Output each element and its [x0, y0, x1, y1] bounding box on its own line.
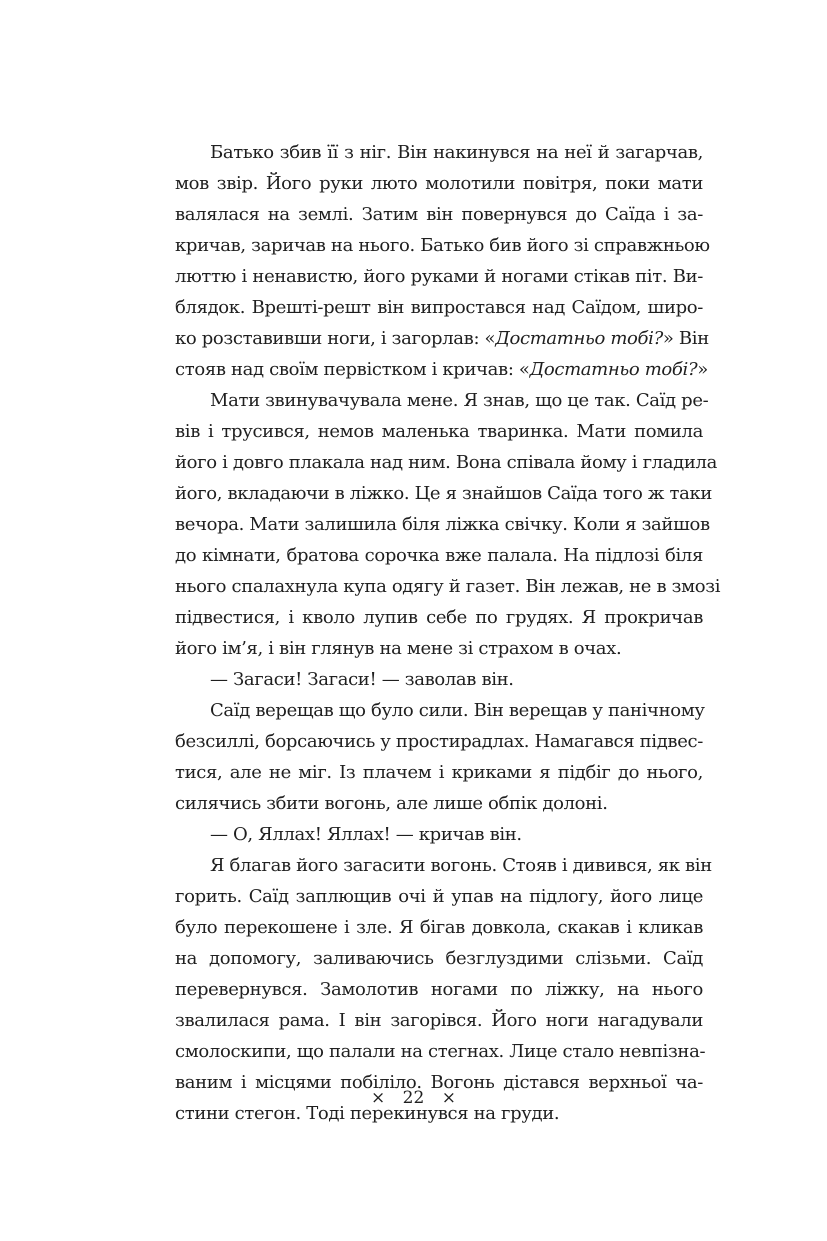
- body-text: [175, 137, 721, 1129]
- ornament-left-icon: ×: [371, 1088, 386, 1108]
- page-footer: [0, 1088, 827, 1108]
- text-line: звалилася рама. І він загорівся. Його ноги нагадували: [175, 1010, 703, 1031]
- text-segment: »: [697, 359, 708, 380]
- text-line: стини стегон. Тоді перекинувся на груди.: [175, 1103, 560, 1124]
- text-line: вів і трусився, немов маленька тваринка. Мати помила: [175, 421, 703, 442]
- text-line: було перекошене і зле. Я бігав довкола, скакав і кликав: [175, 917, 703, 938]
- text-line: Мати звинувачувала мене. Я знав, що це так. Саїд ре-: [210, 390, 709, 411]
- text-line: на допомогу, заливаючись безглуздими слізьми. Саїд: [175, 948, 703, 969]
- text-line: силячись збити вогонь, але лише обпік долоні.: [175, 793, 608, 814]
- italic-quote: Достатньо тобі?: [529, 359, 698, 380]
- text-line: ваним і місцями побіліло. Вогонь дістався верхньої ча-: [175, 1072, 703, 1093]
- text-line: смолоскипи, що палали на стегнах. Лице стало невпізна-: [175, 1041, 706, 1062]
- text-line: — Загаси! Загаси! — заволав він.: [210, 669, 514, 690]
- text-line: горить. Саїд заплющив очі й упав на підлогу, його лице: [175, 886, 703, 907]
- ornament-right-icon: ×: [441, 1088, 456, 1108]
- text-segment: » Він: [662, 328, 709, 349]
- text-line: кричав, заричав на нього. Батько бив його зі справжньою: [175, 235, 710, 256]
- text-line: мов звір. Його руки люто молотили повітря, поки мати: [175, 173, 703, 194]
- text-line: безсиллі, борсаючись у простирадлах. Намагався підвес-: [175, 731, 703, 752]
- text-line: вечора. Мати залишила біля ліжка свічку. Коли я зайшов: [175, 514, 710, 535]
- page-number: 22: [402, 1088, 425, 1108]
- text-line: блядок. Врешті-решт він випростався над Саїдом, широ-: [175, 297, 703, 318]
- text-line: [175, 323, 709, 354]
- text-line: тися, але не міг. Із плачем і криками я підбіг до нього,: [175, 762, 703, 783]
- text-line: [175, 354, 708, 385]
- text-line: підвестися, і кволо лупив себе по грудях. Я прокричав: [175, 607, 703, 628]
- text-line: до кімнати, братова сорочка вже палала. На підлозі біля: [175, 545, 703, 566]
- text-line: перевернувся. Замолотив ногами по ліжку, на нього: [175, 979, 703, 1000]
- text-line: — О, Яллах! Яллах! — кричав він.: [210, 824, 522, 845]
- text-line: Батько збив її з ніг. Він накинувся на неї й загарчав,: [210, 142, 703, 163]
- text-line: його ім’я, і він глянув на мене зі страхом в очах.: [175, 638, 622, 659]
- text-segment: ко розставивши ноги, і загорлав: «: [175, 328, 496, 349]
- text-line: нього спалахнула купа одягу й газет. Він лежав, не в змозі: [175, 576, 721, 597]
- text-line: Саїд верещав що було сили. Він верещав у панічному: [210, 700, 705, 721]
- text-line: Я благав його загасити вогонь. Стояв і дивився, як він: [210, 855, 712, 876]
- text-segment: стояв над своїм первістком і кричав: «: [175, 359, 530, 380]
- italic-quote: Достатньо тобі?: [495, 328, 663, 349]
- text-line: його і довго плакала над ним. Вона співала йому і гладила: [175, 452, 717, 473]
- text-line: його, вкладаючи в ліжко. Це я знайшов Саїда того ж таки: [175, 483, 713, 504]
- text-line: валялася на землі. Затим він повернувся до Саїда і за-: [175, 204, 703, 225]
- text-line: люттю і ненавистю, його руками й ногами стікав піт. Ви-: [175, 266, 703, 287]
